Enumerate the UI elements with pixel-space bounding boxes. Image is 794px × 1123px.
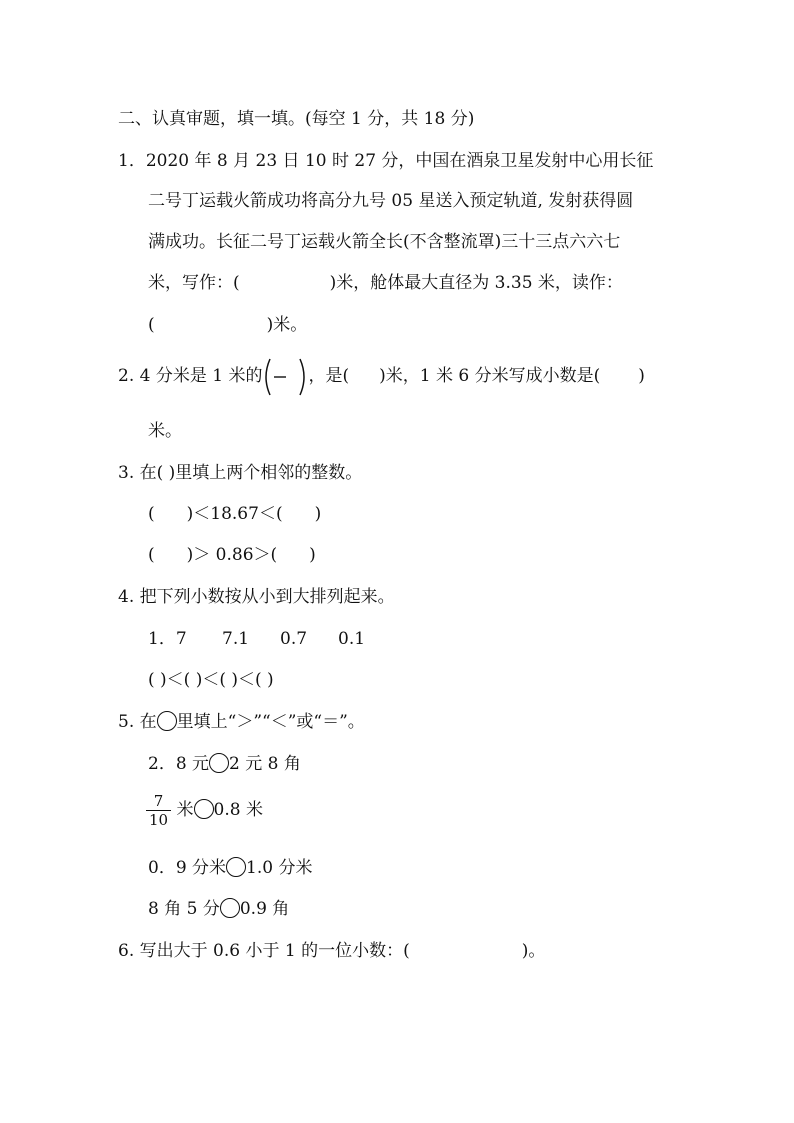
q3-row1-open: ( — [148, 504, 155, 524]
q2-text-a: 2. 4 分米是 1 米的 — [118, 366, 263, 386]
q2-text-e: 米。 — [148, 421, 182, 441]
q5-row1-left: 2．8 元 — [148, 754, 210, 774]
q1-text-line-5a: ( — [148, 315, 155, 335]
q1-number: 1． — [118, 151, 146, 171]
q1-text-line-4a: 米，写作：( — [148, 273, 240, 293]
q4-value: 7.1 — [222, 629, 250, 649]
q1-text-line-2: 二号丁运载火箭成功将高分九号 05 星送入预定轨道, 发射获得圆 — [148, 191, 634, 211]
q6-text-a: 6. 写出大于 0.6 小于 1 的一位小数：( — [118, 941, 410, 961]
q5-row3-left: 0．9 分米 — [148, 858, 227, 878]
q5-row2-unit: 米 — [171, 800, 194, 820]
q1-text-line-4b: )米，舱体最大直径为 3.35 米，读作： — [329, 273, 623, 293]
q1-text-line-1: 2020 年 8 月 23 日 10 时 27 分，中国在酒泉卫星发射中心用长征 — [145, 151, 654, 171]
compare-circle[interactable] — [226, 857, 246, 877]
q5-title-b: 里填上“＞”“＜”或“＝”。 — [176, 712, 365, 732]
compare-circle[interactable] — [194, 799, 214, 819]
q6-text-b: )。 — [521, 941, 546, 961]
q2-text-b: ，是( — [308, 366, 350, 386]
q2-text-c: )米，1 米 6 分米写成小数是( — [379, 366, 601, 386]
q5-fraction: $\frac{7}{10}$ — [146, 792, 171, 829]
q3-row1-close: ) — [314, 504, 322, 524]
q4-values — [148, 628, 365, 650]
q4-value: 0.7 — [280, 629, 308, 649]
q3-title: 3. 在( )里填上两个相邻的整数。 — [118, 463, 363, 483]
q5-title-a: 5. 在 — [118, 712, 157, 732]
compare-circle[interactable] — [209, 753, 229, 773]
q1-text-line-3: 满成功。长征二号丁运载火箭全长(不含整流罩)三十三点六六七 — [148, 232, 621, 252]
q1-text-line-5b: )米。 — [266, 315, 308, 335]
q3-row2-open: ( — [148, 545, 155, 565]
q4-title: 4. 把下列小数按从小到大排列起来。 — [118, 587, 395, 607]
q5-row3-right: 1.0 分米 — [246, 858, 313, 878]
section-title: 二、认真审题，填一填。(每空 1 分，共 18 分) — [118, 109, 475, 129]
q5-row2-right: 0.8 米 — [213, 800, 263, 820]
q5-row4-left: 8 角 5 分 — [148, 899, 220, 919]
q3-row1-mid: )＜18.67＜( — [186, 504, 283, 524]
q4-answer-blanks[interactable]: ( )＜( )＜( )＜( ) — [148, 670, 274, 690]
circle-icon — [157, 711, 177, 731]
q3-row2-close: ) — [309, 545, 316, 565]
q3-row2-mid: )＞ 0.86＞( — [186, 545, 278, 565]
q5-row4-right: 0.9 角 — [239, 899, 290, 919]
q4-value: 0.1 — [338, 629, 366, 649]
q2-fraction-blank[interactable] — [262, 357, 308, 397]
q2-text-d: ) — [638, 366, 645, 386]
compare-circle[interactable] — [220, 898, 240, 918]
q5-row1-right: 2 元 8 角 — [229, 754, 301, 774]
q4-value: 1．7 — [148, 629, 187, 649]
